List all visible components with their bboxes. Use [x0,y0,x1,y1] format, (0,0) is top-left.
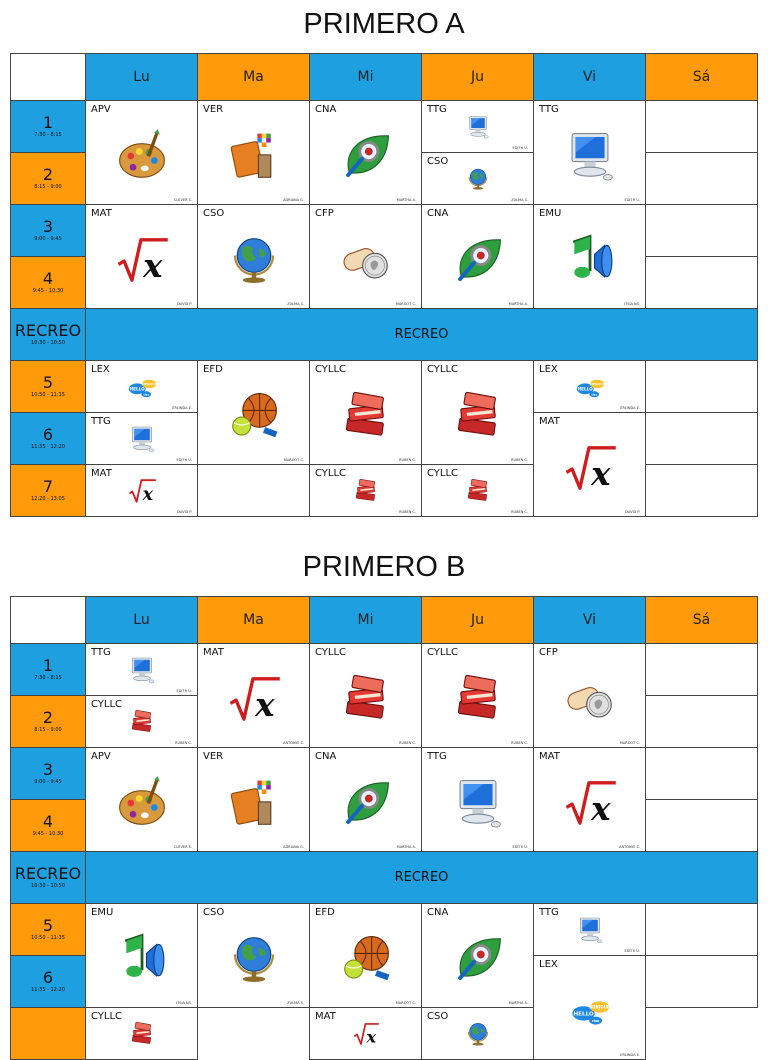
empty-cell [645,204,758,257]
day-header: Sá [645,596,758,644]
teacher-name: ZULMA S. [287,302,304,306]
period-cell [10,360,86,413]
subject-code: VER [203,751,224,762]
period-number: 5 [42,373,54,392]
teacher-name: ZULMA S. [287,1001,304,1005]
subject-code: CYLLC [315,364,347,375]
subject-code: CFP [539,647,558,658]
class-cell [421,360,534,465]
day-header: Vi [533,596,646,644]
hello-bubbles-icon [575,372,605,406]
class-cell [421,464,534,517]
computer-icon [450,775,506,835]
subject-code: MAT [91,468,112,479]
teacher-name: ANTONIO Z. [619,845,640,849]
period-time: 10:30 - 10:50 [31,340,65,346]
hello-bubbles-icon [570,991,610,1035]
subject-code: EFD [203,364,223,375]
class-cell [197,903,310,1008]
period-cell [10,851,86,904]
subject-code: CYLLC [427,647,459,658]
class-cell [309,100,422,205]
period-cell [10,1007,86,1060]
day-header: Lu [85,596,198,644]
period-cell [10,256,86,309]
empty-cell [645,152,758,205]
subject-code: CYLLC [427,364,459,375]
class-cell [421,1007,534,1060]
schedule-grid-b [10,596,758,1057]
svg-text:BONJOUR: BONJOUR [588,382,605,387]
period-number: 6 [42,425,54,444]
teacher-name: ANTONIO Z. [283,741,304,745]
empty-cell [645,747,758,800]
subject-code: VER [203,104,224,115]
leaf-magnifier-icon [338,128,394,188]
class-cell [421,100,534,153]
teacher-name: MARGOT C. [395,1001,416,1005]
subject-code: LEX [91,364,110,375]
period-time: 7:30 - 8:15 [34,132,62,138]
teacher-name: EDITH U. [176,458,192,462]
period-cell [10,464,86,517]
day-header: Ju [421,53,534,101]
period-number: 1 [42,656,54,675]
period-time: 9:45 - 10:30 [32,831,64,837]
leaf-magnifier-icon [338,775,394,835]
period-time: 9:45 - 10:30 [32,288,64,294]
period-time: 10:50 - 11:35 [31,935,65,941]
scroll-coin-icon [338,232,394,292]
teacher-name: ZULMA S. [511,198,528,202]
empty-cell [645,256,758,309]
palette-icon [114,128,170,188]
teacher-name: DAVID P. [177,302,192,306]
class-cell [309,1007,422,1060]
teacher-name: EDITH U. [624,198,640,202]
subject-code: TTG [539,907,559,918]
empty-cell [645,464,758,517]
subject-code: APV [91,104,111,115]
teacher-name: RUBEN C. [399,458,416,462]
class-cell [85,100,198,205]
teacher-name: MARTHA A. [396,845,416,849]
teacher-name: EDITH U. [176,689,192,693]
svg-text:x: x [590,454,610,493]
subject-code: CYLLC [315,468,347,479]
sqrt-x-icon [127,476,157,510]
subject-code: APV [91,751,111,762]
period-cell [10,152,86,205]
period-time: 11:35 - 12:20 [31,987,65,993]
period-time: 11:35 - 12:20 [31,444,65,450]
period-time: 9:00 - 9:45 [34,236,62,242]
computer-icon [562,128,618,188]
class-cell [85,903,198,1008]
sqrt-x-icon [562,440,618,500]
period-number: 2 [42,165,54,184]
sqrt-x-icon [562,775,618,835]
class-cell [533,412,646,517]
period-number: 4 [42,269,54,288]
sqrt-x-icon [114,232,170,292]
computer-icon [575,915,605,949]
class-cell [197,747,310,852]
schedule-title-b: PRIMERO B [302,551,466,583]
subject-code: EMU [91,907,114,918]
sport-balls-icon [226,388,282,448]
books-stack-icon [338,388,394,448]
class-cell [197,643,310,748]
class-cell [85,1007,198,1060]
books-stack-icon [338,671,394,731]
empty-cell [645,360,758,413]
computer-icon [127,424,157,458]
period-time: 10:50 - 11:35 [31,392,65,398]
teacher-name: CLEVER S. [173,198,192,202]
sqrt-x-icon [352,1020,380,1052]
svg-text:x: x [366,1027,376,1047]
teacher-name: EDITH U. [512,845,528,849]
teacher-name: ERLINDA E. [620,406,640,410]
sqrt-x-icon [226,671,282,731]
svg-text:x: x [254,685,274,724]
empty-cell [645,100,758,153]
class-cell [85,464,198,517]
teacher-name: RUBEN C. [399,741,416,745]
subject-code: CSO [427,156,449,167]
period-time: 8:15 - 9:00 [34,727,62,733]
period-cell [10,747,86,800]
svg-text:x: x [590,789,610,828]
svg-text:BONJOUR: BONJOUR [588,1004,610,1010]
period-number: 5 [42,916,54,935]
svg-text:ciao: ciao [142,393,149,397]
class-cell [85,412,198,465]
subject-code: TTG [427,104,447,115]
period-cell [10,100,86,153]
period-number: 1 [42,113,54,132]
subject-code: CFP [315,208,334,219]
period-number: 4 [42,812,54,831]
subject-code: CNA [427,208,449,219]
class-cell [309,464,422,517]
period-time: 12:20 - 13:05 [31,496,65,502]
teacher-name: MARGOT C. [283,458,304,462]
books-stack-icon [352,477,380,509]
period-number: 3 [42,760,54,779]
book-icon [226,128,282,188]
svg-text:HELLO: HELLO [573,1011,594,1018]
books-stack-icon [450,388,506,448]
globe-icon [464,1020,492,1052]
subject-code: MAT [315,1011,336,1022]
empty-cell [645,799,758,852]
subject-code: TTG [91,416,111,427]
day-header: Mi [309,53,422,101]
svg-text:HELLO: HELLO [577,386,593,392]
computer-icon [127,655,157,689]
empty-cell [197,464,310,517]
class-cell [309,360,422,465]
svg-text:BONJOUR: BONJOUR [140,382,157,387]
teacher-name: ERLINDA E. [620,1053,640,1057]
hello-bubbles-icon [127,372,157,406]
subject-code: CSO [203,208,225,219]
music-speaker-icon [562,232,618,292]
schedule-title-a: PRIMERO A [303,8,465,40]
subject-code: CYLLC [91,699,123,710]
period-cell [10,643,86,696]
subject-code: LEX [539,959,558,970]
class-cell [197,100,310,205]
period-number: RECREO [14,321,82,340]
class-cell [309,747,422,852]
class-cell [309,903,422,1008]
teacher-name: RUBEN C. [511,510,528,514]
teacher-name: EDITH U. [624,949,640,953]
period-number: 2 [42,708,54,727]
subject-code: LEX [539,364,558,375]
period-cell [10,903,86,956]
class-cell [533,903,646,956]
svg-text:ciao: ciao [590,393,597,397]
empty-cell [645,412,758,465]
period-cell [10,695,86,748]
books-stack-icon [128,1020,156,1052]
day-header: Ju [421,596,534,644]
subject-code: CNA [315,104,337,115]
teacher-name: ADRIANA G. [283,198,304,202]
class-cell [421,903,534,1008]
subject-code: EMU [539,208,562,219]
period-number: 6 [42,968,54,987]
day-header: Lu [85,53,198,101]
teacher-name: MARTHA A. [508,302,528,306]
leaf-magnifier-icon [450,931,506,991]
period-cell [10,204,86,257]
teacher-name: ITSIA NS. [624,302,640,306]
books-stack-icon [464,477,492,509]
class-cell [197,204,310,309]
teacher-name: CLEVER S. [173,845,192,849]
subject-code: CYLLC [91,1011,123,1022]
globe-icon [226,232,282,292]
empty-cell [645,643,758,696]
period-number: 3 [42,217,54,236]
class-cell [533,100,646,205]
day-header: Mi [309,596,422,644]
subject-code: TTG [91,647,111,658]
class-cell [309,643,422,748]
period-time: 8:15 - 9:00 [34,184,62,190]
corner-cell [10,596,86,644]
day-header: Ma [197,53,310,101]
empty-cell [645,955,758,1008]
computer-icon [465,114,491,144]
sport-balls-icon [338,931,394,991]
teacher-name: ERLINDA E. [172,406,192,410]
class-cell [85,360,198,413]
class-cell [85,695,198,748]
subject-code: MAT [91,208,112,219]
recess-band: RECREO [85,308,758,361]
leaf-magnifier-icon [450,232,506,292]
day-header: Sá [645,53,758,101]
class-cell [533,643,646,748]
teacher-name: MARTHA A. [396,198,416,202]
period-cell [10,412,86,465]
teacher-name: DAVID P. [177,510,192,514]
class-cell [533,955,646,1060]
day-header: Vi [533,53,646,101]
subject-code: CSO [427,1011,449,1022]
globe-icon [465,166,491,196]
period-cell [10,955,86,1008]
class-cell [309,204,422,309]
class-cell [197,360,310,465]
teacher-name: RUBEN C. [511,741,528,745]
class-cell [533,747,646,852]
teacher-name: MARTHA A. [508,1001,528,1005]
period-time: 10:30 - 10:50 [31,883,65,889]
period-cell [10,799,86,852]
class-cell [85,643,198,696]
subject-code: CNA [315,751,337,762]
period-number: RECREO [14,864,82,883]
teacher-name: RUBEN C. [399,510,416,514]
subject-code: TTG [539,104,559,115]
svg-text:HELLO: HELLO [129,386,145,392]
teacher-name: RUBEN C. [511,458,528,462]
class-cell [533,360,646,413]
subject-code: TTG [427,751,447,762]
teacher-name: MARGOT C. [395,302,416,306]
class-cell [533,204,646,309]
books-stack-icon [128,708,156,740]
music-speaker-icon [114,931,170,991]
recess-band: RECREO [85,851,758,904]
period-time: 9:00 - 9:45 [34,779,62,785]
class-cell [421,204,534,309]
subject-code: MAT [203,647,224,658]
svg-text:ciao: ciao [591,1018,599,1023]
class-cell [85,747,198,852]
period-number: 7 [42,477,54,496]
teacher-name: EDITH U. [512,146,528,150]
class-cell [421,643,534,748]
class-cell [85,204,198,309]
empty-cell [645,695,758,748]
teacher-name: ADRIANA G. [283,845,304,849]
subject-code: CNA [427,907,449,918]
palette-icon [114,775,170,835]
book-icon [226,775,282,835]
teacher-name: DAVID P. [625,510,640,514]
subject-code: EFD [315,907,335,918]
corner-cell [10,53,86,101]
period-cell [10,308,86,361]
teacher-name: ITSIA NS. [176,1001,192,1005]
class-cell [421,152,534,205]
subject-code: CYLLC [315,647,347,658]
globe-icon [226,931,282,991]
subject-code: CSO [203,907,225,918]
svg-text:x: x [142,246,162,285]
schedule-grid-a [10,53,758,517]
subject-code: MAT [539,751,560,762]
period-time: 7:30 - 8:15 [34,675,62,681]
subject-code: MAT [539,416,560,427]
class-cell [421,747,534,852]
teacher-name: RUBEN C. [175,741,192,745]
empty-cell [645,903,758,956]
svg-text:x: x [142,485,153,506]
teacher-name: MARGOT C. [619,741,640,745]
subject-code: CYLLC [427,468,459,479]
books-stack-icon [450,671,506,731]
scroll-coin-icon [562,671,618,731]
day-header: Ma [197,596,310,644]
